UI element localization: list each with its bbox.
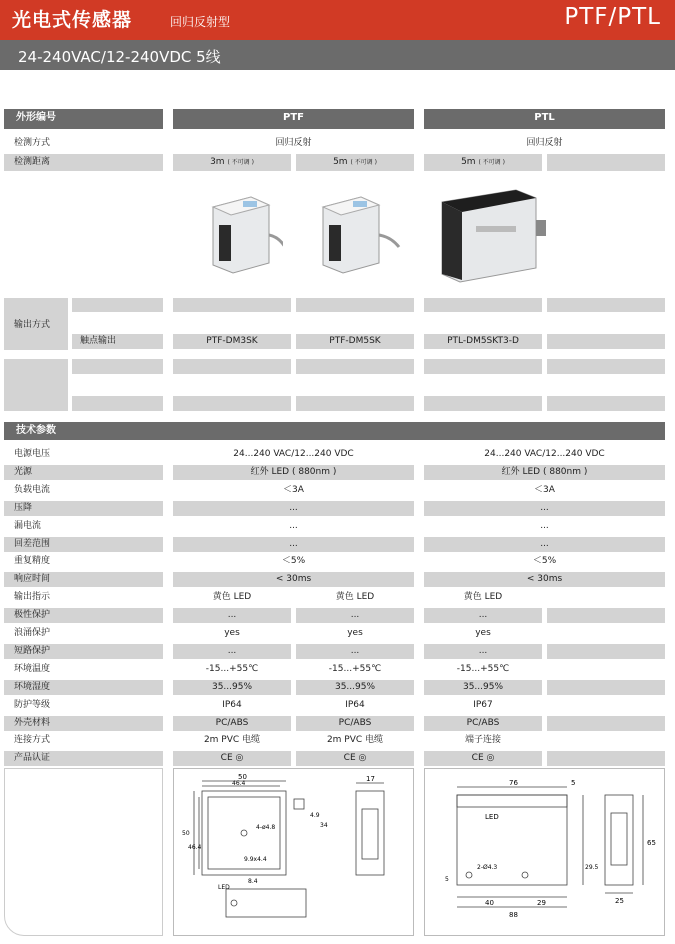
empty-b2 [296,396,414,411]
spec-row-bg [547,644,665,659]
spec-value-ptf-3m: CE ◎ [220,753,244,763]
ptl-dim-5: 5 [571,779,576,787]
spec-label: 输出指示 [14,592,51,602]
spec-row-bg [547,680,665,695]
empty-drawing-area [4,768,163,936]
spec-label: 漏电流 [14,521,42,531]
ptf-led-label: LED [218,884,230,891]
dist1: 3m [210,157,225,167]
spec-label: 外壳材料 [14,718,51,728]
spec-label: 负载电流 [14,485,51,495]
spec-value-ptl: yes [475,628,491,638]
spec-value-ptf-3m: yes [224,628,240,638]
page-header [0,0,675,40]
spec-label: 光源 [14,467,33,477]
dist-note-2: ( 不可调 ) [350,159,377,166]
spec-row-bg [547,751,665,766]
ptl-dim-65: 65 [647,839,656,847]
spec-value-ptl: -15...+55℃ [456,664,510,674]
spec-value-ptl: ... [540,521,549,531]
spec-value-ptl: ＜5% [532,556,557,566]
spec-title-bar [4,422,665,440]
ptl-dim-76: 76 [509,779,518,787]
empty-a4 [547,359,665,374]
spec-label: 压降 [14,503,33,513]
spec-label: 响应时间 [14,574,51,584]
empty-sub-2 [72,396,163,411]
ptf-dim-17: 17 [366,775,375,783]
dist-note-1: ( 不可调 ) [227,159,254,166]
ptf-dim-50: 50 [238,773,247,781]
empty-b3 [424,396,542,411]
ptf-dim-84: 8.4 [248,878,258,885]
ptl-dimension-drawing [424,768,665,936]
ptf-dim-34: 34 [320,822,328,829]
ptl-dim-5v: 5 [445,876,449,883]
dist3: 5m [461,157,476,167]
ptl-product-image [436,180,548,290]
spec-value-ptf-3m: ... [227,646,237,656]
spec-value-ptf-3m: -15...+55℃ [205,664,259,674]
spec-value-ptf: 红外 LED ( 880nm ) [250,467,337,477]
spec-value-ptf-5m: yes [347,628,363,638]
relay-label: 触点输出 [80,336,117,346]
spec-value-ptl: ... [540,539,549,549]
col-label-bar [4,109,163,129]
empty-b4 [547,396,665,411]
spec-value-ptl: CE ◎ [471,753,495,763]
spec-label: 极性保护 [14,610,51,620]
method-ptf: 回归反射 [275,138,312,148]
output-cell-1b [296,298,414,312]
spec-value-ptf: < 30ms [275,574,312,584]
method-ptl: 回归反射 [526,138,563,148]
empty-a1 [173,359,291,374]
ptf-dimension-drawing [173,768,414,936]
empty-label-bg [4,359,68,411]
spec-value-ptf-3m: IP64 [222,700,242,710]
spec-label: 浪涌保护 [14,628,51,638]
spec-value-ptf-5m: 35...95% [334,682,376,692]
empty-a2 [296,359,414,374]
distance-ptf-5m [296,155,414,170]
ptl-dim-88: 88 [509,911,518,919]
ptl-dim-295: 29.5 [585,864,599,871]
output-cell-1a [173,298,291,312]
ptf-drawing-svg [174,769,413,935]
spec-label: 环境湿度 [14,682,51,692]
ptl-led-label: LED [485,813,499,821]
spec-value-ptl: 端子连接 [464,735,501,745]
spec-value-ptl: ... [478,646,488,656]
spec-label: 电源电压 [14,449,51,459]
ptf-dim-464v: 46.4 [188,844,202,851]
spec-value-ptl: < 30ms [526,574,563,584]
ptf-dim-464: 46.4 [232,780,246,787]
spec-value-ptl: 35...95% [462,682,504,692]
spec-value-ptf: 24...240 VAC/12...240 VDC [233,449,354,459]
spec-value-ptf-3m: 2m PVC 电缆 [203,735,261,745]
voltage-banner [0,40,675,70]
distance-ptl-5m [424,155,542,170]
spec-value-ptf-3m: 黄色 LED [212,592,252,602]
empty-b1 [173,396,291,411]
ptf-5m-product-image [313,185,403,275]
spec-label: 连接方式 [14,735,51,745]
output-label: 输出方式 [14,320,51,330]
spec-value-ptf-5m: 2m PVC 电缆 [326,735,384,745]
empty-a3 [424,359,542,374]
spec-value-ptl: ... [478,610,488,620]
spec-value-ptl: ... [540,503,549,513]
ptl-dim-hole: 2-Ø4.3 [477,864,498,871]
spec-value-ptf-5m: CE ◎ [343,753,367,763]
spec-row-bg [547,608,665,623]
page-subtitle: 回归反射型 [170,15,231,29]
spec-value-ptf: ＜3A [283,485,304,495]
spec-value-ptf-5m: -15...+55℃ [328,664,382,674]
dist-note-3: ( 不可调 ) [478,159,505,166]
model-ptl: PTL-DM5SKT3-D [447,336,519,346]
spec-label: 重复精度 [14,556,51,566]
spec-value-ptf-3m: ... [227,610,237,620]
model-code: PTF/PTL [564,4,661,30]
ptl-drawing-svg [425,769,664,935]
output-sub-1 [72,298,163,312]
spec-value-ptl: ＜3A [534,485,555,495]
spec-value-ptf: ... [289,539,298,549]
distance-bg-4 [547,154,665,171]
spec-value-ptf-3m: PC/ABS [215,718,249,728]
spec-value-ptl: IP67 [473,700,493,710]
distance-ptf-3m [173,155,291,170]
model-bg-4 [547,334,665,349]
spec-value-ptf-5m: ... [350,646,360,656]
col-label: 外形编号 [16,112,56,123]
output-cell-1d [547,298,665,312]
ptf-3m-product-image [193,185,283,275]
ptl-dim-29: 29 [537,899,546,907]
spec-value-ptf-5m: IP64 [345,700,365,710]
spec-label: 产品认证 [14,753,51,763]
method-label: 检测方式 [14,138,51,148]
ptl-header [424,109,665,129]
spec-value-ptf-5m: PC/ABS [338,718,372,728]
spec-value-ptf-5m: 黄色 LED [335,592,375,602]
spec-label: 防护等级 [14,700,51,710]
distance-label: 检测距离 [14,157,51,167]
voltage-text: 24-240VAC/12-240VDC 5线 [18,48,221,66]
spec-value-ptl: 黄色 LED [463,592,503,602]
dist2: 5m [333,157,348,167]
spec-value-ptl: 红外 LED ( 880nm ) [501,467,588,477]
ptf-dim-hole: 4-ø4.8 [256,824,276,831]
spec-row-bg [547,716,665,731]
spec-value-ptf: ＜5% [281,556,306,566]
ptf-header [173,109,414,129]
ptf-dim-50v: 50 [182,830,190,837]
spec-value-ptf-5m: ... [350,610,360,620]
output-cell-1c [424,298,542,312]
ptf-dim-49: 4.9 [310,812,320,819]
ptl-dim-40: 40 [485,899,494,907]
spec-label: 短路保护 [14,646,51,656]
empty-sub-1 [72,359,163,374]
spec-value-ptf: ... [289,503,298,513]
ptf-label: PTF [283,112,304,123]
ptl-dim-25: 25 [615,897,624,905]
model-ptf-5m: PTF-DM5SK [329,336,381,346]
model-ptf-3m: PTF-DM3SK [206,336,258,346]
spec-value-ptl: PC/ABS [466,718,500,728]
ptl-label: PTL [534,112,555,123]
spec-value-ptl: 24...240 VAC/12...240 VDC [484,449,605,459]
spec-value-ptf-3m: 35...95% [211,682,253,692]
spec-label: 环境温度 [14,664,51,674]
ptf-dim-99: 9.9x4.4 [244,856,267,863]
spec-title: 技术参数 [16,425,56,436]
spec-label: 回差范围 [14,539,51,549]
page-title: 光电式传感器 [12,9,133,31]
spec-value-ptf: ... [289,521,298,531]
